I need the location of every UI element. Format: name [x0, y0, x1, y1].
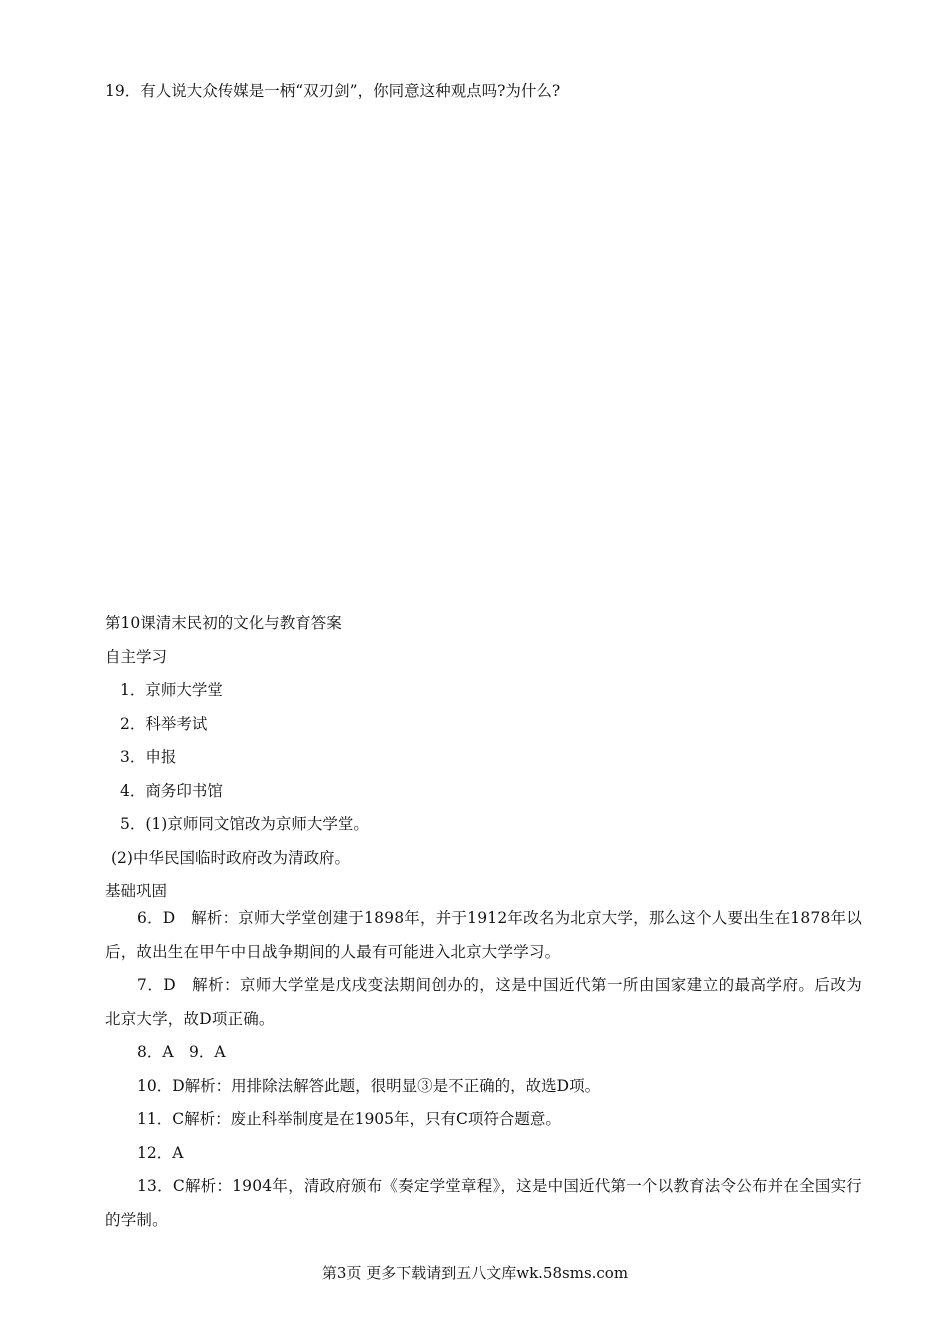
answer-item-10: 10．D解析：用排除法解答此题，很明显③是不正确的，故选D项。 [137, 1076, 601, 1095]
self-study-item-5: 5．(1)京师同文馆改为京师大学堂。 [120, 815, 369, 833]
section-heading-basic: 基础巩固 [105, 882, 168, 900]
answer-item-8-9: 8．A 9．A [137, 1043, 226, 1061]
self-study-item-1: 1．京师大学堂 [120, 681, 223, 699]
answer-item-6: 6．D 解析：京师大学堂创建于1898年，并于1912年改名为北京大学，那么这个人要出生在1878年以后，故出生在甲午中日战争期间的人最有可能进入北京大学学习。 [105, 909, 862, 961]
self-study-item-5-2: (2)中华民国临时政府改为清政府。 [111, 848, 350, 867]
self-study-item-3: 3．申报 [120, 748, 177, 766]
page-footer [0, 1262, 950, 1284]
section-heading-self-study: 自主学习 [105, 647, 168, 666]
question-19-text: 19．有人说大众传媒是一柄“双刃剑”，你同意这种观点吗?为什么? [105, 82, 561, 100]
answer-section [105, 612, 862, 1237]
answer-item-7: 7．D 解析：京师大学堂是戊戌变法期间创办的，这是中国近代第一所由国家建立的最高学府。后改为北京大学，故D项正确。 [105, 976, 862, 1028]
answer-item-13: 13．C解析：1904年，清政府颁布《奏定学堂章程》，这是中国近代第一个以教育法令公布并在全国实行的学制。 [105, 1177, 862, 1229]
answer-item-11: 11．C解析：废止科举制度是在1905年，只有C项符合题意。 [137, 1110, 561, 1128]
question-19 [105, 80, 865, 102]
self-study-item-2: 2．科举考试 [120, 714, 208, 733]
self-study-item-4: 4．商务印书馆 [120, 781, 223, 800]
answer-item-12: 12．A [137, 1143, 184, 1162]
footer-text: 第3页 更多下载请到五八文库wk.58sms.com [321, 1264, 629, 1282]
answer-title: 第10课清末民初的文化与教育答案 [105, 614, 342, 632]
